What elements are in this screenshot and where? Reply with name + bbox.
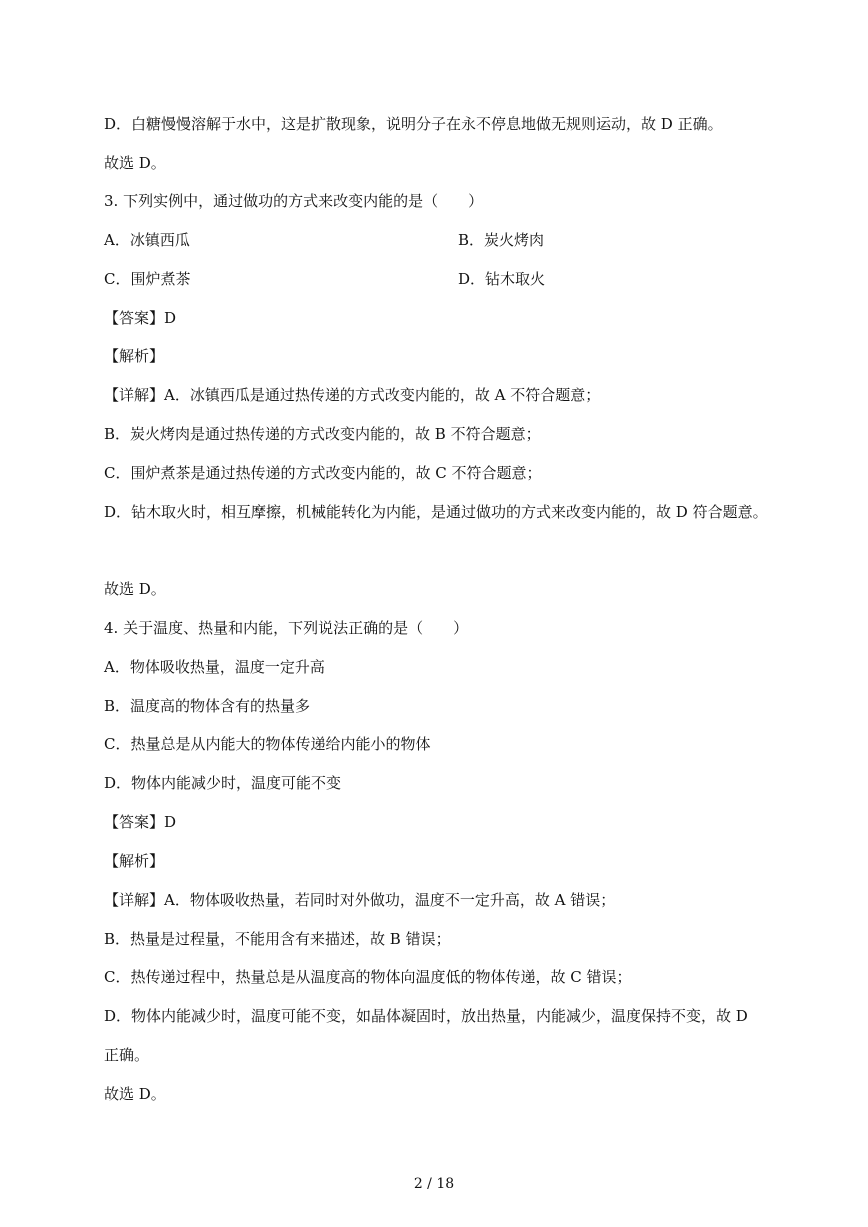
q3-option-d: D．钻木取火 — [458, 270, 546, 288]
answer-label: 【答案】D — [104, 309, 177, 327]
q4-option-a: A．物体吸收热量，温度一定升高 — [104, 658, 325, 676]
q4-option-b: B．温度高的物体含有的热量多 — [104, 697, 311, 715]
q3-option-b: B．炭火烤肉 — [458, 231, 545, 249]
text-line: 故选 D。 — [104, 580, 166, 598]
text-line: D．白糖慢慢溶解于水中，这是扩散现象，说明分子在永不停息地做无规则运动，故 D 正确。 — [104, 115, 723, 133]
page-number: 2 / 18 — [413, 1176, 455, 1192]
text-line: 【详解】A．冰镇西瓜是通过热传递的方式改变内能的，故 A 不符合题意； — [104, 386, 601, 404]
question-4-stem: 4. 关于温度、热量和内能，下列说法正确的是（ ） — [104, 619, 469, 637]
answer-label: 【答案】D — [104, 813, 177, 831]
text-line: D．钻木取火时，相互摩擦，机械能转化为内能，是通过做功的方式来改变内能的，故 D 符合题意。 — [104, 503, 768, 521]
text-line: C．热传递过程中，热量总是从温度高的物体向温度低的物体传递，故 C 错误； — [104, 968, 632, 986]
q4-option-d: D．物体内能减少时，温度可能不变 — [104, 774, 342, 792]
text-line: 故选 D。 — [104, 1085, 166, 1103]
text-line: B．热量是过程量，不能用含有来描述，故 B 错误； — [104, 930, 451, 948]
text-line: B．炭火烤肉是通过热传递的方式改变内能的，故 B 不符合题意； — [104, 425, 541, 443]
text-line: C．围炉煮茶是通过热传递的方式改变内能的，故 C 不符合题意； — [104, 464, 542, 482]
text-line: D．物体内能减少时，温度可能不变，如晶体凝固时，放出热量，内能减少，温度保持不变，故 D — [104, 1007, 748, 1025]
q3-option-a: A．冰镇西瓜 — [104, 231, 190, 249]
question-3-stem: 3. 下列实例中，通过做功的方式来改变内能的是（ ） — [104, 192, 484, 210]
text-line: 【详解】A．物体吸收热量，若同时对外做功，温度不一定升高，故 A 错误； — [104, 891, 616, 909]
text-line: 故选 D。 — [104, 154, 166, 172]
text-line: 正确。 — [104, 1046, 150, 1064]
analysis-label: 【解析】 — [104, 347, 165, 365]
q3-option-c: C．围炉煮茶 — [104, 270, 191, 288]
analysis-label: 【解析】 — [104, 852, 165, 870]
q4-option-c: C．热量总是从内能大的物体传递给内能小的物体 — [104, 735, 431, 753]
